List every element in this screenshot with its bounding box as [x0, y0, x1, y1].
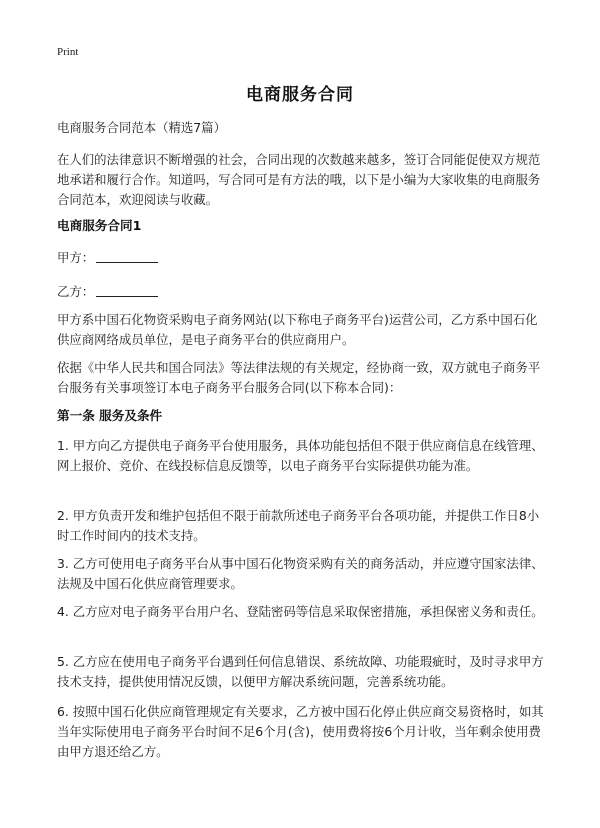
clause-6: 6. 按照中国石化供应商管理规定有关要求，乙方被中国石化停止供应商交易资格时，如其当年实际使用电子商务平台时间不足6个月(含)，使用费将按6个月计收，当年剩余使用费由甲方退还给乙方。: [57, 704, 544, 759]
party-b-field: [57, 282, 158, 302]
parties-paragraph: 甲方系中国石化物资采购电子商务网站(以下称电子商务平台)运营公司，乙方系中国石化供应商网络成员单位，是电子商务平台的供应商用户。: [57, 312, 538, 347]
print-link[interactable]: Print: [57, 46, 79, 58]
page-title: 电商服务合同: [246, 85, 354, 105]
clause-1: 1. 甲方向乙方提供电子商务平台使用服务，具体功能包括但不限于供应商信息在线管理、网上报价、竞价、在线投标信息反馈等，以电子商务平台实际提供功能为准。: [57, 438, 544, 473]
party-b-blank: [96, 282, 158, 297]
document-subtitle: 电商服务合同范本（精选7篇）: [57, 120, 226, 135]
party-a-label: 甲方：: [57, 250, 95, 265]
party-b-label: 乙方：: [57, 284, 95, 299]
intro-paragraph: 在人们的法律意识不断增强的社会，合同出现的次数越来越多，签订合同能促使双方规范地承诺和履行合作。知道吗，写合同可是有方法的哦，以下是小编为大家收集的电商服务合同范本，欢迎阅读与收藏。: [57, 152, 541, 207]
clause-3: 3. 乙方可使用电子商务平台从事中国石化物资采购有关的商务活动，并应遵守国家法律、法规及中国石化供应商管理要求。: [57, 556, 544, 591]
basis-paragraph: 依据《中华人民共和国合同法》等法律法规的有关规定，经协商一致，双方就电子商务平台服务有关事项签订本电子商务平台服务合同(以下称本合同)：: [57, 360, 541, 395]
clause-5: 5. 乙方应在使用电子商务平台遇到任何信息错误、系统故障、功能瑕疵时，及时寻求甲方技术支持，提供使用情况反馈，以便甲方解决系统问题，完善系统功能。: [57, 654, 544, 689]
section-heading: 电商服务合同1: [57, 218, 142, 233]
article-heading: 第一条 服务及条件: [57, 408, 163, 423]
clause-4: 4. 乙方应对电子商务平台用户名、登陆密码等信息采取保密措施，承担保密义务和责任。: [57, 604, 544, 619]
clause-2: 2. 甲方负责开发和维护包括但不限于前款所述电子商务平台各项功能，并提供工作日8小时工作时间内的技术支持。: [57, 508, 540, 543]
party-a-field: [57, 248, 158, 268]
party-a-blank: [96, 248, 158, 263]
